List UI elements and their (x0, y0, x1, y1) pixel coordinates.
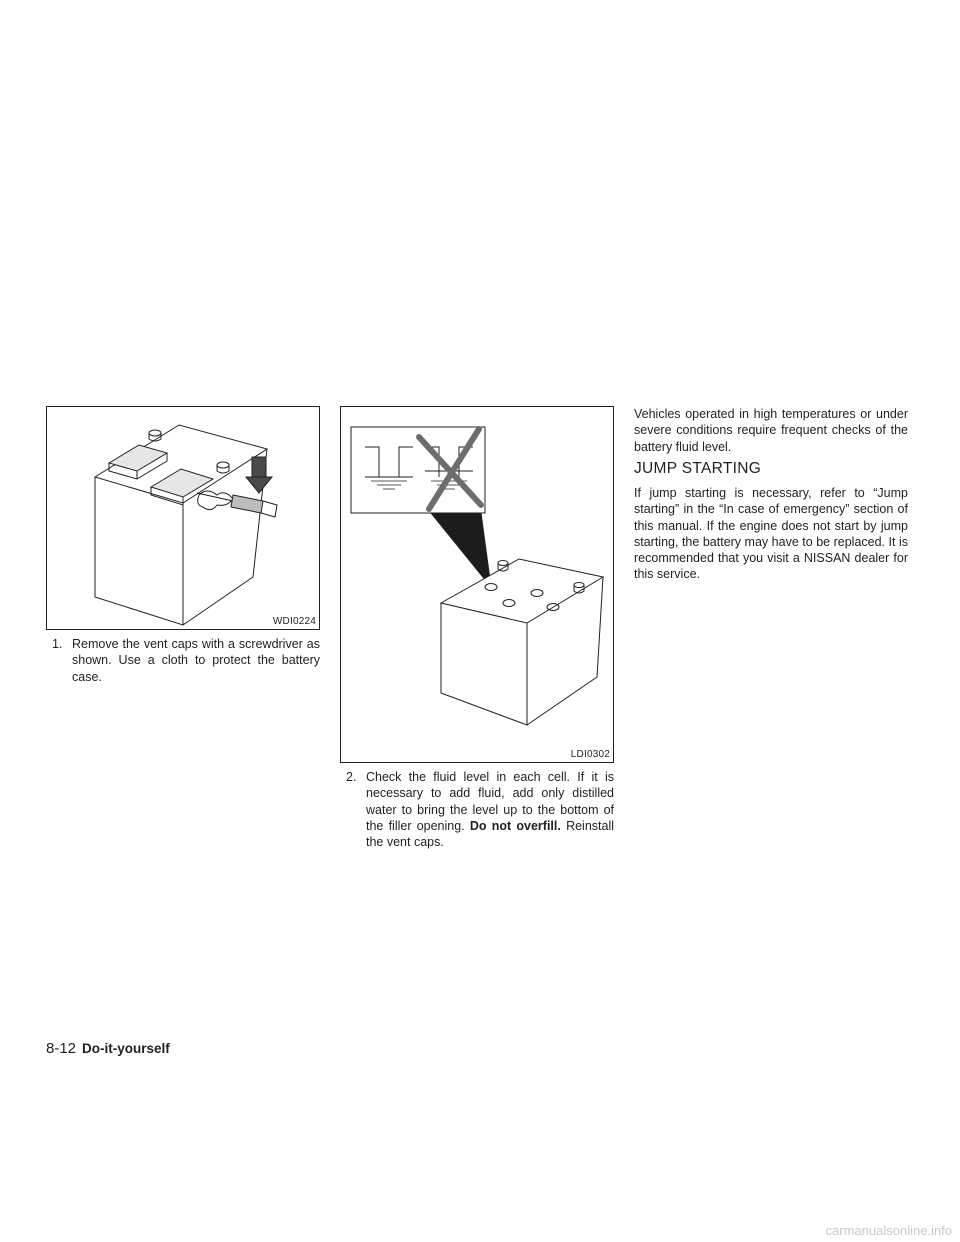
step-number: 2. (346, 770, 357, 784)
figure-code: WDI0224 (272, 616, 316, 627)
step-number: 1. (52, 637, 63, 651)
step-text-continued: Reinstall the vent caps. (366, 818, 614, 850)
jump-starting-text: If jump starting is necessary, refer to “Jump starting” in the “In case of emergency” section of this manual. If the engine does not start by jump starting, the battery may have to be replaced. It is recommended that you visit a NISSAN dealer for this service. (634, 486, 908, 582)
watermark: carmanualsonline.info (825, 1223, 952, 1238)
page-footer (46, 1040, 170, 1057)
step-text: Check the fluid level in each cell. If it is necessary to add fluid, add only distilled water to bring the level up to the bottom of the filler opening. (366, 770, 614, 833)
figure-battery-fluid-level (340, 406, 614, 763)
section-title: Do-it-yourself (82, 1041, 170, 1056)
figure-code: LDI0302 (570, 749, 610, 760)
step-2 (346, 769, 614, 850)
figure-battery-vent-caps (46, 406, 320, 630)
battery-screwdriver-illustration (47, 407, 321, 631)
step-warning: Do not overfill. (469, 818, 567, 833)
fluid-level-illustration (341, 407, 615, 764)
step-1 (52, 636, 320, 685)
page-number: 8-12 (46, 1040, 77, 1057)
fluid-check-note: Vehicles operated in high temperatures or under severe conditions require frequent checks of the battery fluid level. (634, 407, 908, 454)
section-heading: JUMP STARTING (634, 460, 762, 477)
step-text: Remove the vent caps with a screwdriver as shown. Use a cloth to protect the battery case. (72, 637, 320, 684)
